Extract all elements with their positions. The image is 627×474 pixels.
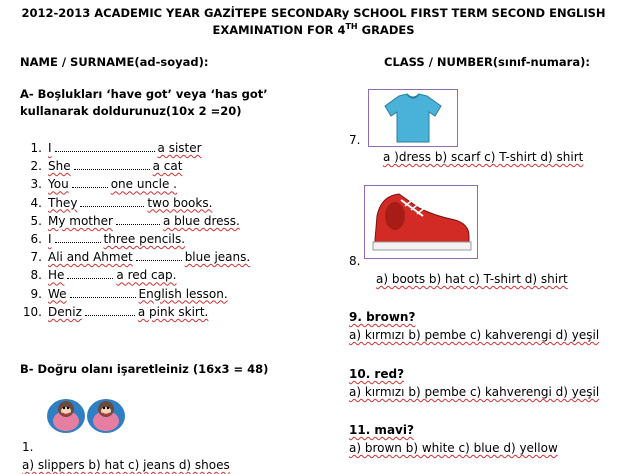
slippers-picture [44, 392, 130, 436]
fill-in-blank[interactable] [136, 250, 182, 261]
fill-in-item-object: a red cap. [116, 268, 177, 283]
question-1-number: 1. [22, 440, 34, 454]
fill-in-item-object: English lesson. [138, 286, 228, 301]
question-7-options[interactable] [383, 150, 583, 164]
fill-in-blank[interactable] [55, 141, 155, 152]
fill-in-item-number: 10. [22, 304, 42, 319]
fill-in-item-object: one uncle . [110, 177, 177, 192]
fill-in-item-subject: Ali and Ahmet [48, 250, 133, 265]
question-9-title-text: 9. brown? [349, 310, 416, 324]
fill-in-item[interactable] [22, 287, 228, 301]
fill-in-blank[interactable] [80, 196, 144, 207]
fill-in-item-number: 7. [30, 250, 42, 265]
fill-in-item-object: a sister [157, 141, 202, 155]
section-a-title-line1: A- Boşlukları ‘have got’ veya ‘has got’ [20, 87, 268, 101]
exam-title-suffix: GRADES [357, 22, 415, 37]
fill-in-item-subject: Deniz [48, 304, 82, 319]
fill-in-item-object: three pencils. [103, 232, 186, 246]
exam-title-superscript: TH [345, 22, 358, 31]
section-b-title: B- Doğru olanı işaretleiniz (16x3 = 48) [20, 362, 269, 376]
fill-in-item[interactable] [22, 177, 177, 191]
fill-in-blank[interactable] [55, 232, 101, 243]
question-7-number: 7. [349, 133, 361, 147]
fill-in-item-object: a cat [152, 159, 183, 174]
fill-in-item-number: 2. [30, 159, 42, 174]
question-9-options[interactable] [349, 328, 599, 342]
question-11-options[interactable] [349, 441, 558, 455]
question-10-options[interactable] [349, 385, 599, 399]
fill-in-item-subject: We [48, 286, 67, 301]
exam-title-text: EXAMINATION FOR 4 [212, 22, 346, 37]
fill-in-item-subject: I [48, 232, 52, 246]
question-8-options[interactable] [376, 272, 568, 286]
fill-in-item[interactable] [22, 305, 208, 319]
fill-in-item-number: 5. [30, 213, 42, 228]
question-10-title [349, 367, 404, 381]
fill-in-item[interactable] [22, 214, 240, 228]
fill-in-item-subject: They [48, 195, 78, 210]
fill-in-item-subject: My mother [48, 213, 113, 228]
fill-in-item-subject: He [48, 268, 65, 283]
fill-in-item[interactable] [22, 159, 182, 173]
exam-title-line1: 2012-2013 ACADEMIC YEAR GAZİTEPE SECONDARy SCHOOL FIRST TERM SECOND ENGLISH [21, 6, 606, 20]
fill-in-blank[interactable] [72, 177, 108, 188]
fill-in-item-number: 8. [30, 268, 42, 283]
shoe-picture-frame [364, 185, 478, 259]
question-9-title [349, 310, 415, 324]
fill-in-item-subject: She [48, 159, 71, 174]
question-8-options-text: a) boots b) hat c) T-shirt d) shirt [376, 272, 568, 286]
fill-in-item-subject: You [48, 177, 69, 192]
fill-in-item-subject: I [48, 141, 52, 155]
question-11-title [349, 423, 414, 437]
name-surname-field[interactable]: NAME / SURNAME(ad-soyad): [20, 55, 209, 69]
fill-in-item-number: 1. [30, 141, 42, 155]
question-1-options-text: a) slippers b) hat c) jeans d) shoes [22, 458, 230, 472]
tshirt-icon [369, 90, 457, 146]
fill-in-blank[interactable] [116, 214, 160, 225]
fill-in-item-number: 4. [30, 195, 42, 210]
fill-in-item-object: blue jeans. [184, 250, 251, 265]
fill-in-item-object: a blue dress. [162, 213, 240, 228]
fill-in-item-number: 9. [30, 286, 42, 301]
exam-title-line2 [0, 22, 627, 37]
fill-in-item-object: two books. [147, 195, 213, 210]
fill-in-item[interactable] [22, 250, 250, 264]
sneaker-icon [365, 186, 477, 258]
fill-in-item[interactable] [22, 141, 202, 155]
question-11-title-text: 11. mavi? [349, 423, 414, 437]
fill-in-blank[interactable] [70, 287, 136, 298]
fill-in-item-number: 3. [30, 177, 42, 192]
tshirt-picture-frame [368, 89, 458, 147]
section-a-title-line2: kullanarak doldurunuz(10x 2 =20) [20, 104, 242, 118]
class-number-field[interactable]: CLASS / NUMBER(sınıf-numara): [384, 55, 590, 69]
fill-in-blank[interactable] [67, 268, 113, 279]
question-11-options-text: a) brown b) white c) blue d) yellow [349, 441, 558, 455]
fill-in-item[interactable] [22, 232, 185, 246]
question-7-options-text: a )dress b) scarf c) T-shirt d) shirt [383, 150, 584, 164]
fill-in-item-object: a pink skirt. [137, 304, 209, 319]
fill-in-item[interactable] [22, 268, 176, 282]
question-9-options-text: a) kırmızı b) pembe c) kahverengi d) yeşil [349, 328, 600, 342]
question-1-options[interactable] [22, 458, 230, 472]
question-8-number: 8. [349, 254, 361, 268]
fill-in-item[interactable] [22, 196, 212, 210]
fill-in-blank[interactable] [85, 305, 135, 316]
fill-in-blank[interactable] [74, 159, 150, 170]
question-10-title-text: 10. red? [349, 367, 405, 381]
question-10-options-text: a) kırmızı b) pembe c) kahverengi d) yeşil [349, 385, 600, 399]
fill-in-item-number: 6. [30, 232, 42, 246]
